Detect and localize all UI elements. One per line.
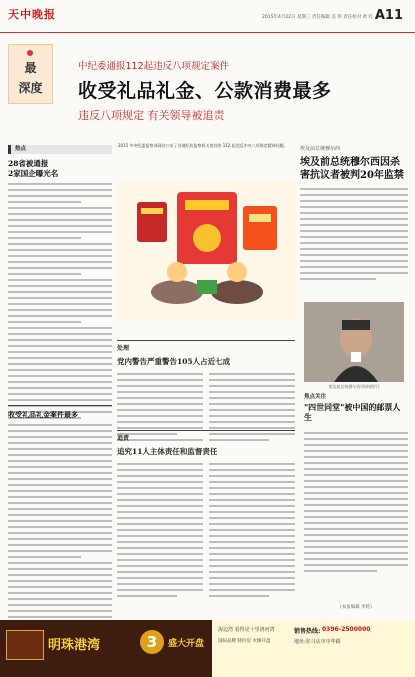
ad-phone-label: 销售热线: (294, 628, 321, 635)
ad-logo-icon (6, 630, 44, 660)
ad-banner-right (212, 620, 415, 677)
left-lower-section (8, 405, 112, 634)
headline-sub: 违反八项规定 有关领导被追责 (78, 109, 225, 122)
masthead (0, 0, 415, 33)
ad-number: 3 (146, 633, 158, 651)
right-lower-label: 焦点关注 (304, 394, 327, 400)
left-lower-title: 收受礼品礼金案件最多 (8, 405, 112, 420)
page-number: A11 (374, 8, 403, 23)
ad-tail-text: 盛大开盘 (168, 639, 205, 649)
right-title: 埃及前总统穆尔西因杀害抗议者被判20年监禁 (300, 157, 404, 181)
left-section-bar: 热点 (8, 145, 112, 154)
middle-section-2 (117, 430, 295, 601)
lead-paragraph: 2015 中央纪委监察部网站公布了各地纪检监察机关查处的 112 起违反中央八项规定精神问题。 (118, 143, 288, 148)
ad-address: 地址:驻马店市中华路 (294, 639, 341, 645)
ad-right-line2: 国际品牌 特价房 火爆开盘 (218, 639, 271, 644)
right-top-label: 埃及前总统穆尔西 (300, 146, 341, 152)
ad-right-line1: 海边湾 看得见十里洛河湾 (218, 627, 275, 633)
right-body-lines (300, 188, 408, 280)
right-lower-title: "四世同堂"被中国的邮票人生 (304, 402, 401, 422)
column-label-line2: 深度 (18, 81, 43, 95)
ad-phone: 0396-2500000 (322, 626, 371, 633)
left-lower-lines (8, 424, 112, 630)
portrait-photo (304, 302, 404, 382)
headline-kicker: 中纪委通报112起违反八项规定案件 (78, 61, 230, 72)
mid2-title: 追究11人主体责任和监督责任 (117, 447, 218, 456)
photo-caption: 埃及前总统穆尔西(资料图片) (328, 384, 380, 389)
ad-number-badge (140, 630, 164, 654)
editor-signature: (本报编辑 李铭) (340, 605, 372, 610)
cartoon-illustration (117, 180, 297, 320)
masthead-dateline: 2015年4月22日 星期三 责任编辑 美 伟 责任校对 黄 红 (262, 15, 374, 20)
label-dot-icon (27, 50, 33, 56)
ad-banner-left (0, 620, 212, 677)
right-lower-lines (304, 432, 408, 576)
mid1-title: 党内警告严重警告105人占近七成 (117, 357, 231, 366)
left-title: 28省被通报 2家国企曝光名 (8, 159, 59, 178)
left-body-lines (8, 183, 112, 419)
headline-main: 收受礼品礼金、公款消费最多 (78, 80, 332, 102)
mid2-label: 追责 (117, 430, 295, 442)
column-label-line1: 最 (24, 61, 37, 75)
mid1-label: 处理 (117, 340, 295, 352)
ad-main-text: 明珠港湾 (48, 638, 101, 653)
mid2-columns (117, 463, 295, 601)
left-column (8, 145, 112, 423)
masthead-logo: 天中晚报 (8, 8, 56, 21)
column-label (8, 44, 53, 104)
right-column (300, 145, 408, 284)
